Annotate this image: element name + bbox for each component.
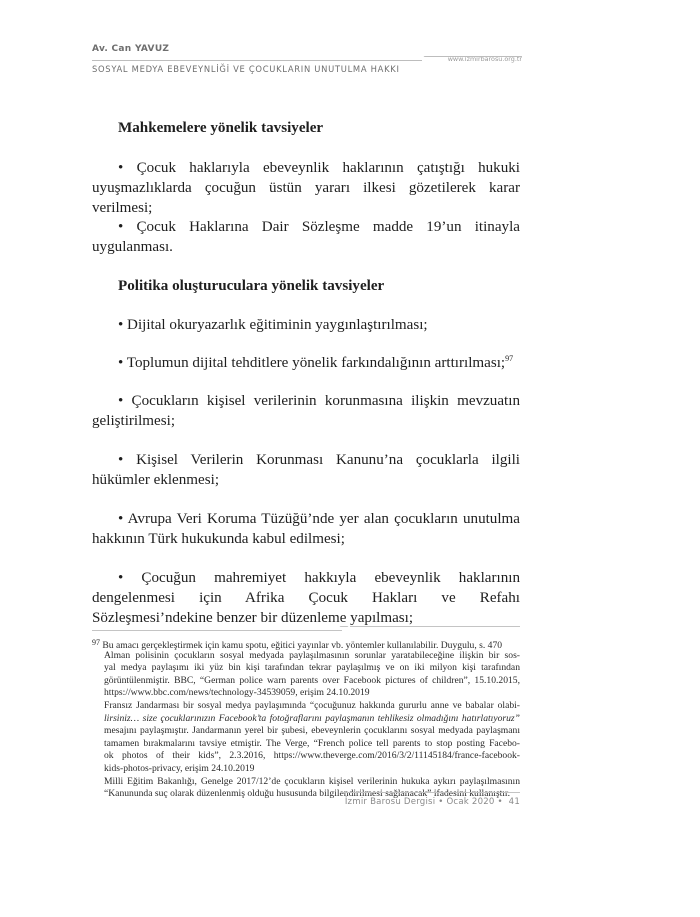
- footnote-line: yal medya paylaşımı iki yüz bin kişi tarafından tekrar paylaşılmış ve on iki milyon kişi tarafından: [104, 662, 520, 674]
- section-heading: Mahkemelere yönelik tavsiyeler: [118, 120, 324, 136]
- section-heading: Politika oluşturuculara yönelik tavsiyeler: [118, 278, 385, 294]
- footnote-number: 97: [92, 638, 100, 647]
- page-footer: İzmir Barosu Dergisi • Ocak 2020 • 41: [344, 797, 520, 807]
- footnote-line: “Kanununda suç olarak düzenlenmiş olduğu hususunda bilgilendirilmesi sağlanacak” ifadesini kullanıştır.: [104, 788, 511, 800]
- footnote-line: Fransız Jandarması bir sosyal medya paylaşımında “çocuğunuz hakkında gururlu anne ve babalar olabi-: [104, 700, 520, 711]
- list-item-text: • Toplumun dijital tehditlere yönelik farkındalığının arttırılması;: [118, 355, 506, 371]
- header-rule: [92, 60, 422, 61]
- journal-name: İzmir Barosu Dergisi: [344, 797, 436, 807]
- footnote-line: tamamen bırakmalarını tavsiye etmiştir. The Verge, “French police tell parents to stop posting Facebo-: [104, 737, 520, 749]
- footnote-line: https://www.bbc.com/news/technology-34539059, erişim 24.10.2019: [104, 687, 370, 699]
- list-item: • Kişisel Verilerin Korunması Kanunu’na çocuklarla ilgili hükümler eklenmesi;: [92, 452, 520, 488]
- list-item: • Çocuk haklarıyla ebeveynlik haklarının çatıştığı hukuki uyuşmazlıklarda çocuğun üstün yararı ilkesi gözetilerek karar verilmesi;: [92, 160, 520, 216]
- author-name: Av. Can YAVUZ: [92, 44, 170, 54]
- footnote-rule-right: [350, 626, 520, 627]
- footnote-reference[interactable]: 97: [505, 354, 514, 363]
- footnote-line: kids-photos-privacy, erişim 24.10.2019: [104, 763, 255, 774]
- list-item: • Avrupa Veri Koruma Tüzüğü’nde yer alan çocukların unutulma hakkının Türk hukukunda kabul edilmesi;: [92, 511, 520, 547]
- footnote-text: Bu amacı gerçekleştirmek için kamu spotu, eğitici yayınlar vb. yöntemler kullanılabilir. Duygulu, s. 470: [102, 640, 503, 651]
- footnote-line: lirsiniz… size çocuklarınızın Facebook’ta fotoğraflarını paylaşmanın tehlikesiz olmadığını hatırlatıyoruz”: [104, 712, 520, 724]
- site-url: www.izmirbarosu.org.tr: [447, 55, 522, 63]
- page-number: 41: [508, 797, 520, 807]
- footnote-line: Milli Eğitim Bakanlığı, Genelge 2017/12’de çocukların kişisel verilerinin hukuka aykırı paylaşılmasının: [104, 775, 520, 787]
- footnote-line: görüntülenmiştir. BBC, “German police warn parents over Facebook pictures of children”, 15.10.2015,: [104, 674, 520, 686]
- footnote-line: Alman polisinin çocukların sosyal medyada paylaşılmasının sorunlar yaratabileceğine ilişkin bir sos-: [104, 649, 520, 661]
- footnote-line: ok photos of their kids”, 2.3.2016, https://www.theverge.com/2016/3/2/11145184/france-facebook-: [104, 750, 520, 762]
- list-item: • Çocukların kişisel verilerinin korunmasına ilişkin mevzuatın geliştirilmesi;: [92, 393, 520, 429]
- footer-rule: [340, 792, 520, 793]
- list-item: • Çocuk Haklarına Dair Sözleşme madde 19’un itinayla uygulanması.: [92, 219, 520, 255]
- footnote-line: mesajını paylaşmıştır. Jandarmanın yerel bir şubesi, ebeveynlerin çocuklarını sosyal medyada paylaşmanı: [104, 725, 520, 737]
- issue-date: Ocak 2020: [446, 797, 495, 807]
- footnote-rule: [92, 630, 342, 631]
- list-item: • Dijital okuryazarlık eğitiminin yaygınlaştırılması;: [118, 317, 428, 333]
- list-item: [92, 353, 520, 373]
- header-rule-right: [428, 56, 522, 57]
- list-item: • Çocuğun mahremiyet hakkıyla ebeveynlik haklarının dengelenmesi için Afrika Çocuk Hakları ve Refahı Sözleşmesi’ndekine benzer bir düzenleme yapılması;: [92, 570, 520, 626]
- article-title: SOSYAL MEDYA EBEVEYNLİĞİ VE ÇOCUKLARIN UNUTULMA HAKKI: [92, 64, 400, 74]
